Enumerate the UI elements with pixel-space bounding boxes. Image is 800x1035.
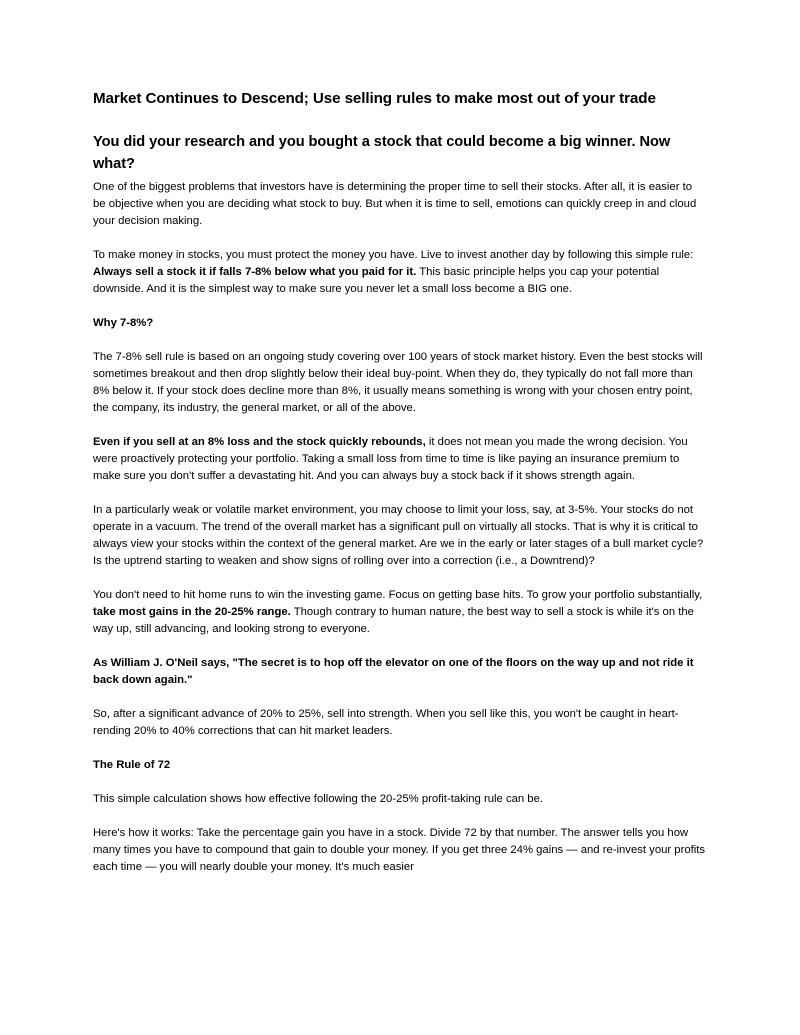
simple-rule-emphasis: Always sell a stock it if falls 7-8% below what you paid for it.	[93, 265, 417, 278]
base-hits-tail: Though contrary to human nature, the best way to sell a stock is while it's on the way up, still advancing, and looking strong to everyone.	[93, 605, 694, 635]
simple-rule-tail: This basic principle helps you cap your potential downside. And it is the simplest way to make sure you never let a small loss become a BIG one.	[93, 265, 660, 295]
paragraph-weak-market: In a particularly weak or volatile market environment, you may choose to limit your loss, say, at 3-5%. Your stocks do not operate in a vacuum. The trend of the overall market has a significant pull on virtually all stocks. That is why it is critical to always view your stocks within the context of the general market. Are we in the early or later stages of a bull market cycle? Is the uptrend starting to weaken and show signs of rolling over into a correction (i.e., a Downtrend)?	[93, 503, 704, 567]
base-hits-emphasis: take most gains in the 20-25% range.	[93, 605, 291, 618]
paragraph-rule-of-72: This simple calculation shows how effective following the 20-25% profit-taking rule can be.	[93, 792, 544, 805]
paragraph-base-hits	[93, 587, 707, 638]
paragraph-how-it-works: Here's how it works: Take the percentage gain you have in a stock. Divide 72 by that number. The answer tells you how many times you have to compound that gain to double your money. If you get three 24% gains — and re-invest your profits each time — you will nearly double your money. It's much easier	[93, 826, 706, 873]
paragraph-sell-into-strength: So, after a significant advance of 20% to 25%, sell into strength. When you sell like this, you won't be caught in heart-rending 20% to 40% corrections that can hit market leaders.	[93, 707, 679, 737]
paragraph-why-7-8: The 7-8% sell rule is based on an ongoing study covering over 100 years of stock market history. Even the best stocks will sometimes breakout and then drop slightly below their ideal buy-point. When they do, they typically do not fall more than 8% below it. If your stock does decline more than 8%, it usually means something is wrong with your chosen entry point, the company, its industry, the general market, or all of the above.	[93, 350, 703, 414]
simple-rule-lead: To make money in stocks, you must protect the money you have. Live to invest another day by following this simple rule:	[93, 248, 694, 261]
paragraph-rebounds	[93, 434, 707, 485]
rebounds-emphasis: Even if you sell at an 8% loss and the stock quickly rebounds,	[93, 435, 426, 448]
paragraph-intro: One of the biggest problems that investors have is determining the proper time to sell their stocks. After all, it is easier to be objective when you are deciding what stock to buy. But when it is time to sell, emotions can quickly creep in and cloud your decision making.	[93, 180, 697, 227]
oneil-quote-text: As William J. O'Neil says, "The secret is to hop off the elevator on one of the floors on the way up and not ride it back down again."	[93, 656, 694, 686]
base-hits-lead: You don't need to hit home runs to win the investing game. Focus on getting base hits. To grow your portfolio substantially,	[93, 588, 703, 601]
document-subtitle: You did your research and you bought a stock that could become a big winner. Now what?	[93, 133, 671, 172]
heading-why-7-8: Why 7-8%?	[93, 316, 154, 329]
rebounds-tail: it does not mean you made the wrong decision. You were proactively protecting your portfolio. Taking a small loss from time to time is like paying an insurance premium to make sure you don't suffer a devastating hit. And you can always buy a stock back if it shows strength again.	[93, 435, 688, 482]
paragraph-simple-rule	[93, 247, 707, 298]
document-body	[93, 88, 707, 876]
paragraph-oneil-quote	[93, 655, 707, 689]
page-title: Market Continues to Descend; Use selling rules to make most out of your trade	[93, 90, 656, 107]
heading-rule-of-72: The Rule of 72	[93, 758, 171, 771]
